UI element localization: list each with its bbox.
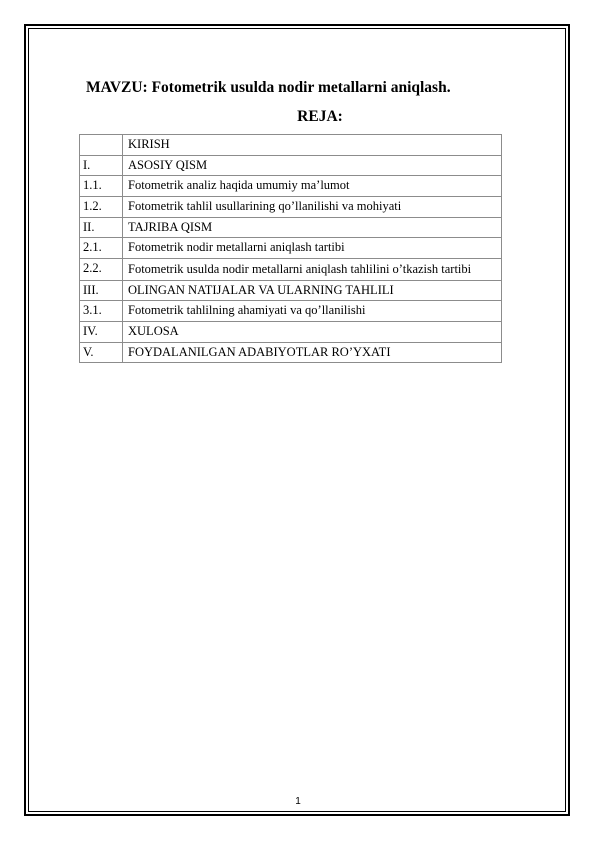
row-title: TAJRIBA QISM bbox=[123, 217, 502, 238]
table-row bbox=[80, 322, 502, 343]
row-title: Fotometrik nodir metallarni aniqlash tartibi bbox=[123, 238, 502, 259]
row-title: FOYDALANILGAN ADABIYOTLAR RO’YXATI bbox=[123, 342, 502, 363]
row-title: Fotometrik tahlilning ahamiyati va qo’llanilishi bbox=[123, 301, 502, 322]
page-number: 1 bbox=[295, 796, 301, 807]
row-number: 2.2. bbox=[80, 258, 123, 280]
table-row bbox=[80, 238, 502, 259]
row-number: IV. bbox=[80, 322, 123, 343]
row-number: I. bbox=[80, 155, 123, 176]
table-row bbox=[80, 217, 502, 238]
table-row bbox=[80, 301, 502, 322]
row-title: Fotometrik usulda nodir metallarni aniqlash tahlilini o’tkazish tartibi bbox=[123, 258, 502, 280]
row-title: ASOSIY QISM bbox=[123, 155, 502, 176]
row-title: KIRISH bbox=[123, 135, 502, 156]
table-row bbox=[80, 155, 502, 176]
row-number: II. bbox=[80, 217, 123, 238]
document-topic: MAVZU: Fotometrik usulda nodir metallarni aniqlash. bbox=[86, 79, 451, 96]
row-title: Fotometrik tahlil usullarining qo’llanilishi va mohiyati bbox=[123, 196, 502, 217]
row-number: 2.1. bbox=[80, 238, 123, 259]
plan-heading: REJA: bbox=[297, 108, 343, 125]
row-title: Fotometrik analiz haqida umumiy ma’lumot bbox=[123, 176, 502, 197]
table-row bbox=[80, 258, 502, 280]
row-number: 1.2. bbox=[80, 196, 123, 217]
table-row bbox=[80, 280, 502, 301]
table-row bbox=[80, 135, 502, 156]
row-number: 3.1. bbox=[80, 301, 123, 322]
row-title: OLINGAN NATIJALAR VA ULARNING TAHLILI bbox=[123, 280, 502, 301]
row-title: XULOSA bbox=[123, 322, 502, 343]
row-number: V. bbox=[80, 342, 123, 363]
table-row bbox=[80, 176, 502, 197]
table-row bbox=[80, 342, 502, 363]
row-number: III. bbox=[80, 280, 123, 301]
table-row bbox=[80, 196, 502, 217]
plan-table bbox=[79, 134, 502, 363]
row-number bbox=[80, 135, 123, 156]
row-number: 1.1. bbox=[80, 176, 123, 197]
